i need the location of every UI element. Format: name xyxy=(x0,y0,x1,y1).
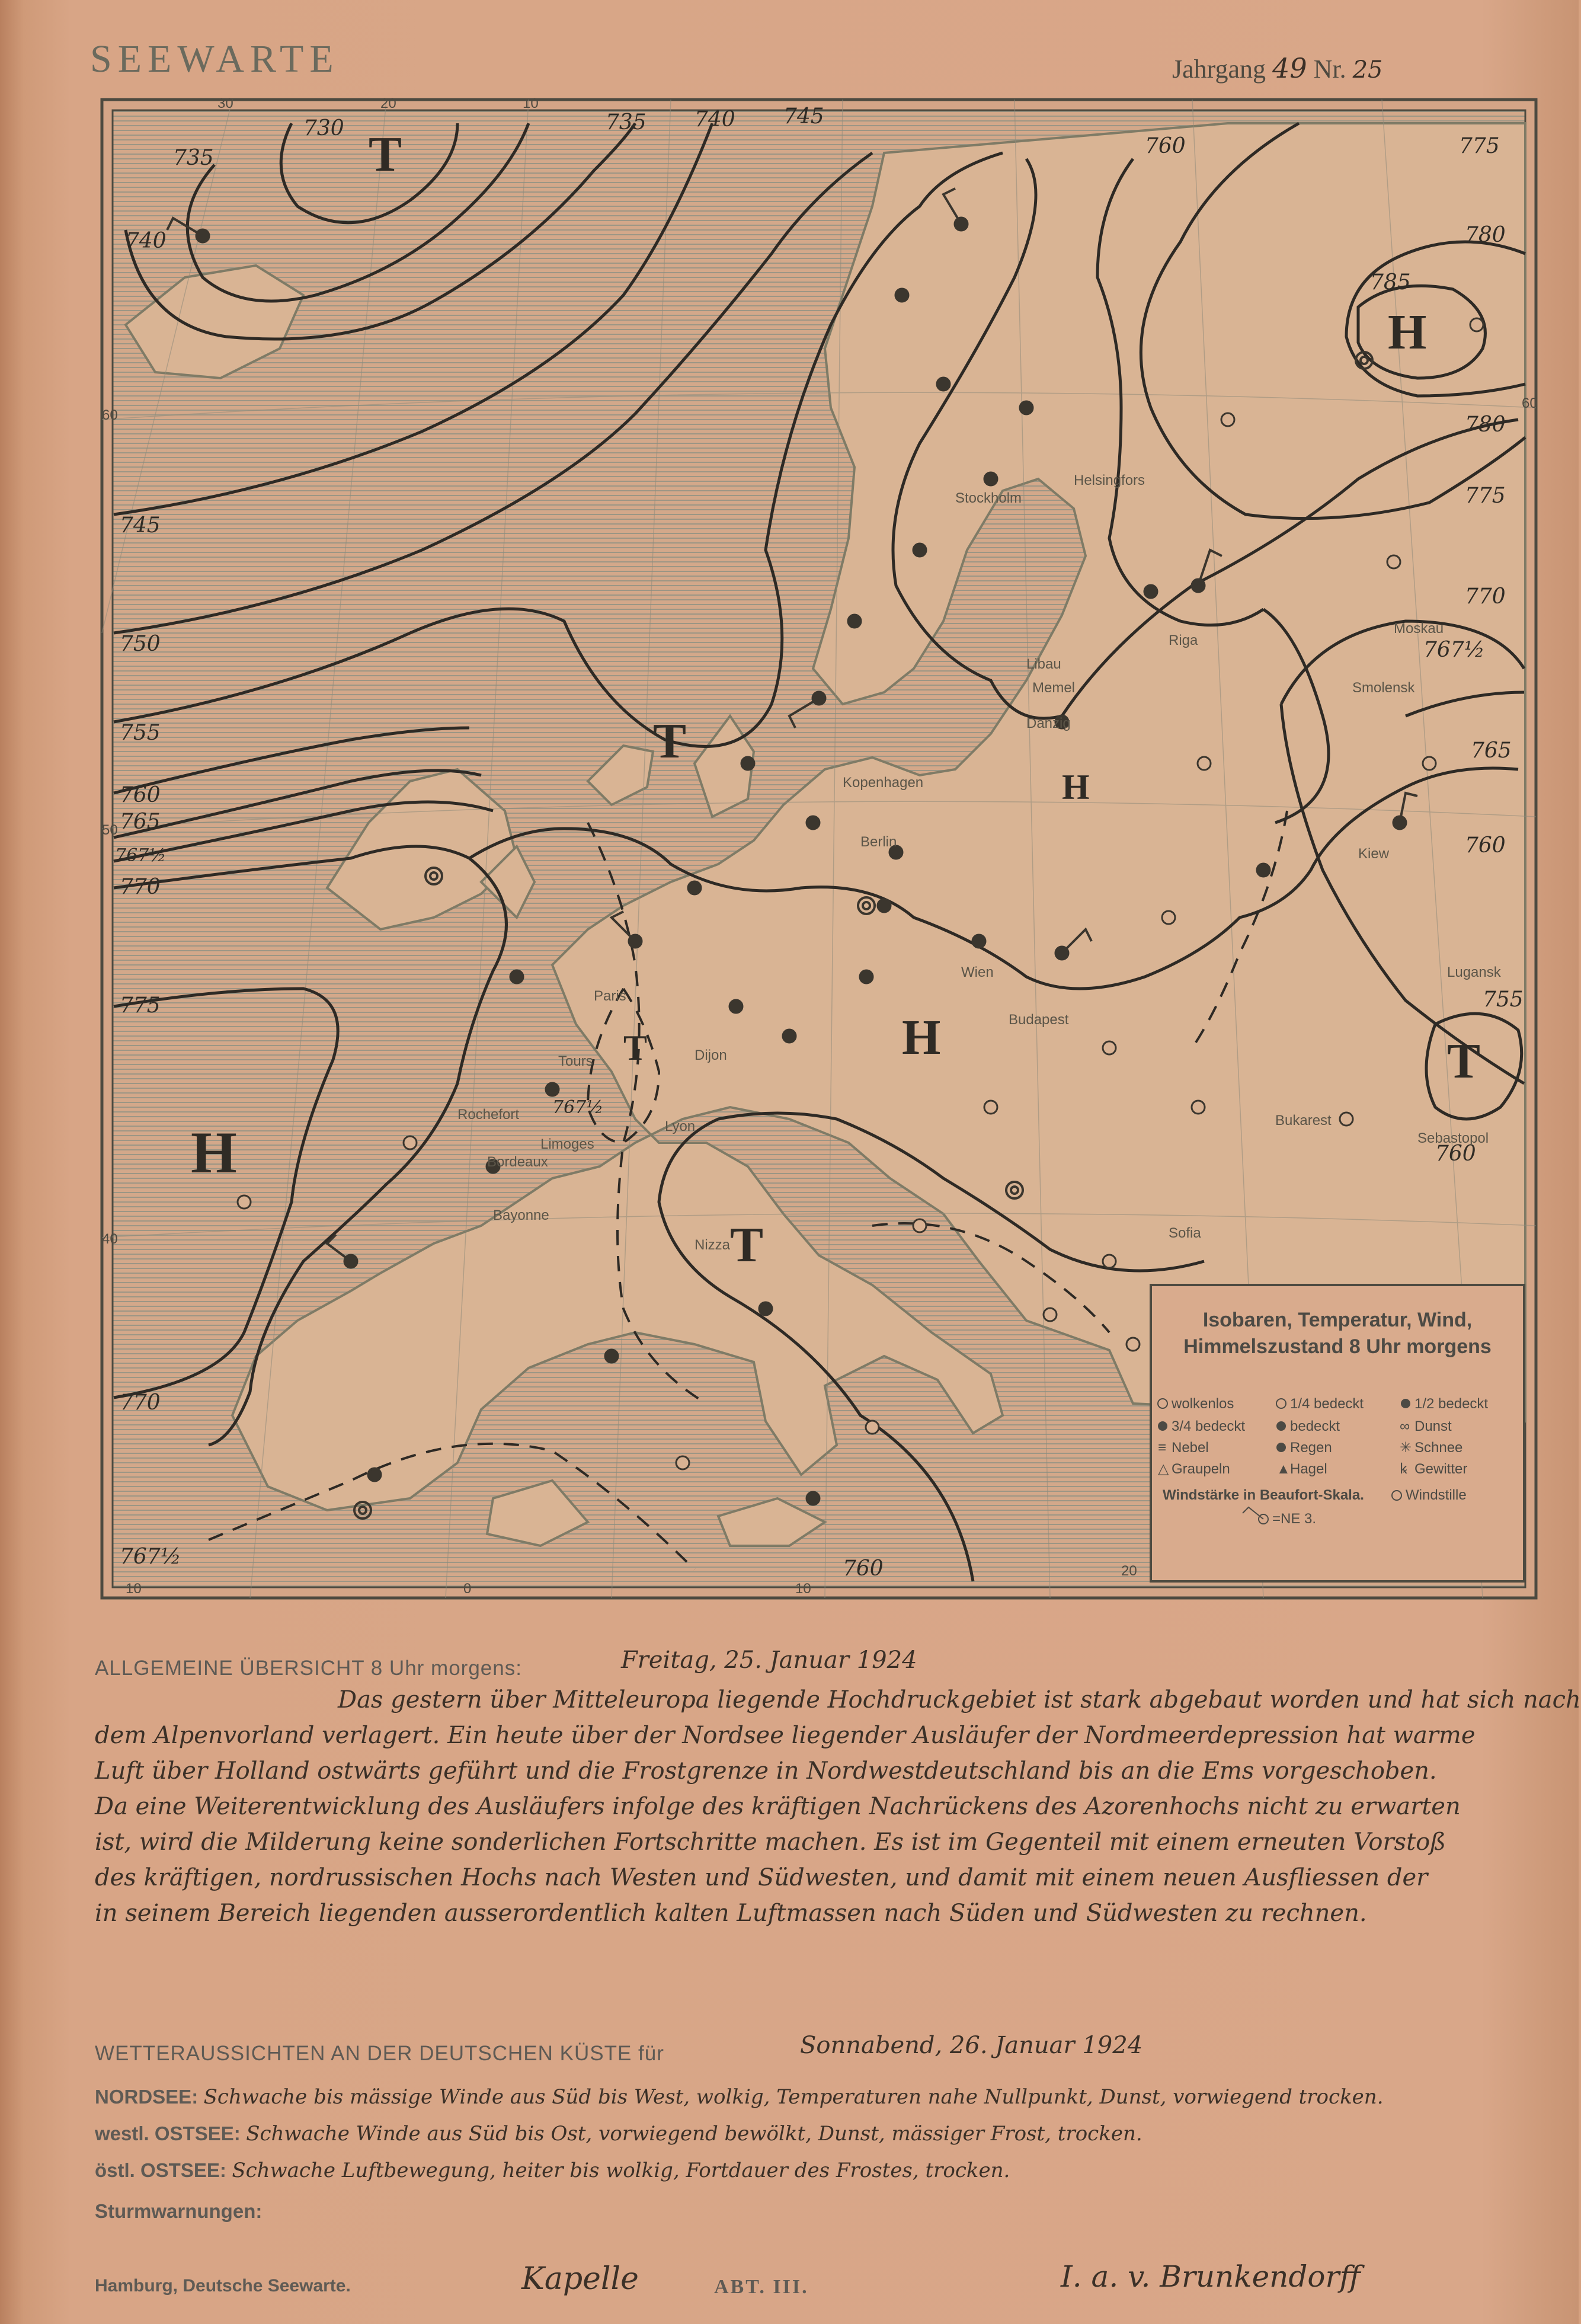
svg-text:✳: ✳ xyxy=(1400,1440,1412,1456)
isobar-label: 735 xyxy=(606,110,647,135)
isobar-label: 760 xyxy=(1145,134,1186,158)
isobar-label: 770 xyxy=(120,1390,161,1415)
station-marker xyxy=(1387,555,1400,568)
legend-item: Dunst xyxy=(1414,1418,1452,1434)
low-center-symbol: T xyxy=(1447,1034,1481,1089)
place-label: Rochefort xyxy=(457,1107,520,1123)
svg-text:≡: ≡ xyxy=(1158,1440,1167,1456)
low-center-symbol: T xyxy=(730,1217,764,1273)
isobar-label: 760 xyxy=(1465,833,1506,858)
station-marker xyxy=(783,1030,796,1043)
station-marker xyxy=(848,615,861,628)
station-marker xyxy=(1103,1255,1116,1268)
place-label: Helsingfors xyxy=(1074,472,1145,488)
isobar-label: 775 xyxy=(120,993,161,1018)
place-label: Bordeaux xyxy=(487,1154,548,1170)
isobar-label: 785 xyxy=(1370,270,1411,295)
isobar-label: 770 xyxy=(1465,584,1506,609)
isobar-label: 770 xyxy=(120,875,161,899)
legend-item: Hagel xyxy=(1290,1461,1327,1477)
overview-date: Freitag, 25. Januar 1924 xyxy=(621,1647,917,1674)
overview-line: dem Alpenvorland verlagert. Ein heute über der Nordsee liegender Ausläufer der Nordmeerdepression hat warme xyxy=(95,1722,1476,1749)
place-label: Smolensk xyxy=(1352,680,1415,696)
west-ostsee-text: Schwache Winde aus Süd bis Ost, vorwiegend bewölkt, Dunst, mässiger Frost, trocken. xyxy=(246,2122,1142,2146)
station-marker xyxy=(972,935,985,948)
station-marker xyxy=(238,1195,251,1209)
place-label: Nizza xyxy=(695,1237,731,1253)
place-label: Kopenhagen xyxy=(843,775,924,791)
place-label: Bukarest xyxy=(1275,1113,1332,1129)
isobar-label: 767½ xyxy=(552,1097,604,1118)
place-label: Budapest xyxy=(1009,1012,1069,1028)
svg-text:▲: ▲ xyxy=(1276,1461,1291,1477)
ost-ostsee-text: Schwache Luftbewegung, heiter bis wolkig, Fortdauer des Frostes, trocken. xyxy=(232,2159,1010,2182)
isobar-label: 760 xyxy=(1435,1142,1476,1166)
issue-number: 25 xyxy=(1352,56,1383,84)
station-marker xyxy=(510,970,523,983)
legend-item: Nebel xyxy=(1172,1440,1209,1456)
station-marker xyxy=(878,899,891,912)
station-marker xyxy=(913,544,926,557)
signature-1: Kapelle xyxy=(521,2261,639,2297)
place-label: Sofia xyxy=(1169,1225,1201,1241)
latitude-label: 60 xyxy=(102,407,118,423)
isobar-label: 767½ xyxy=(115,845,167,866)
legend-item: 1/2 bedeckt xyxy=(1414,1396,1489,1412)
longitude-label: 30 xyxy=(217,95,233,111)
low-center-symbol: T xyxy=(369,127,402,182)
nordsee-label: NORDSEE: xyxy=(95,2086,199,2108)
isobar-label: 765 xyxy=(1471,739,1512,763)
station-marker xyxy=(1126,1338,1140,1351)
station-marker xyxy=(1192,1101,1205,1114)
volume-label: Jahrgang xyxy=(1172,55,1266,84)
place-label: Memel xyxy=(1032,680,1076,696)
station-marker xyxy=(605,1350,618,1363)
overview-line: ist, wird die Milderung keine sonderlichen Fortschritte machen. Es ist im Gegenteil mit einem erneuten Vorstoß xyxy=(95,1828,1446,1856)
isobar-label: 755 xyxy=(120,721,161,745)
legend-item: Graupeln xyxy=(1172,1461,1230,1477)
high-center-symbol: H xyxy=(1388,305,1427,360)
place-label: Libau xyxy=(1026,656,1061,672)
place-label: Paris xyxy=(594,988,626,1004)
footer-place: Hamburg, Deutsche Seewarte. xyxy=(95,2276,351,2296)
station-marker xyxy=(1103,1041,1116,1054)
station-marker xyxy=(1020,401,1033,414)
isobar-label: 775 xyxy=(1465,484,1506,508)
overview-line: Luft über Holland ostwärts geführt und die Frostgrenze in Nordwestdeutschland bis an die Ems vorgeschoben. xyxy=(95,1757,1437,1785)
latitude-label: 50 xyxy=(102,822,118,838)
station-marker xyxy=(913,1219,926,1232)
isobar-label: 740 xyxy=(126,229,167,253)
legend-calm: Windstille xyxy=(1406,1487,1467,1503)
place-label: Moskau xyxy=(1394,621,1444,637)
station-marker xyxy=(688,881,701,894)
latitude-label: 60 xyxy=(1522,395,1538,411)
overview-text xyxy=(95,1682,1581,1931)
station-marker xyxy=(1340,1113,1353,1126)
place-label: Limoges xyxy=(540,1136,594,1152)
isobar-label: 735 xyxy=(173,146,214,170)
place-label: Stockholm xyxy=(955,490,1022,506)
place-label: Lugansk xyxy=(1447,964,1501,980)
station-marker xyxy=(741,757,754,770)
place-label: Tours xyxy=(558,1053,593,1069)
west-ostsee-label: westl. OSTSEE: xyxy=(95,2122,241,2144)
legend-item: 3/4 bedeckt xyxy=(1172,1418,1246,1434)
place-label: Danzig xyxy=(1026,715,1071,731)
station-marker xyxy=(806,1492,820,1505)
high-center-symbol: H xyxy=(191,1120,237,1185)
forecast-date: Sonnabend, 26. Januar 1924 xyxy=(800,2032,1143,2059)
station-marker xyxy=(984,472,997,485)
station-marker xyxy=(937,378,950,391)
place-label: Wien xyxy=(961,964,994,980)
station-marker xyxy=(1044,1308,1057,1321)
legend-beaufort: Windstärke in Beaufort-Skala. xyxy=(1163,1487,1364,1503)
place-label: Dijon xyxy=(695,1047,727,1063)
isobar-label: 780 xyxy=(1465,413,1506,437)
low-center-symbol: T xyxy=(653,714,687,769)
high-center-symbol: H xyxy=(902,1010,941,1065)
forecast-label: WETTERAUSSICHTEN AN DER DEUTSCHEN KÜSTE für xyxy=(95,2042,664,2065)
station-marker xyxy=(676,1456,689,1469)
svg-text:ꝃ: ꝃ xyxy=(1400,1461,1407,1477)
overview-line: des kräftigen, nordrussischen Hochs nach Westen und Südwesten, und damit mit einem neuen Ausfliessen der xyxy=(95,1864,1428,1891)
publication-title: SEEWARTE xyxy=(90,37,340,81)
station-marker xyxy=(368,1468,381,1481)
overview-label: ALLGEMEINE ÜBERSICHT 8 Uhr morgens: xyxy=(95,1657,522,1680)
latitude-label: 40 xyxy=(102,1231,118,1247)
ost-ostsee-label: östl. OSTSEE: xyxy=(95,2159,226,2181)
station-marker xyxy=(1423,757,1436,770)
place-label: Berlin xyxy=(860,834,897,850)
place-label: Lyon xyxy=(665,1118,696,1134)
isobar-label: 767½ xyxy=(1423,638,1485,662)
nordsee-text: Schwache bis mässige Winde aus Süd bis West, wolkig, Temperaturen nahe Nullpunkt, Dunst, vorwiegend trocken. xyxy=(203,2085,1384,2109)
place-label: Bayonne xyxy=(493,1207,549,1223)
station-marker xyxy=(1198,757,1211,770)
place-label: Riga xyxy=(1169,632,1198,648)
isobar-label: 745 xyxy=(783,104,824,129)
station-marker xyxy=(404,1136,417,1149)
overview-line: in seinem Bereich liegenden ausserordentlich kalten Luftmassen nach Süden und Südwesten zu rechnen. xyxy=(95,1900,1367,1927)
station-marker xyxy=(895,289,908,302)
legend-title-line2: Himmelszustand 8 Uhr morgens xyxy=(1183,1335,1492,1358)
isobar-label: 750 xyxy=(120,632,161,656)
station-marker xyxy=(1144,585,1157,598)
station-marker xyxy=(866,1421,879,1434)
isobar-label: 765 xyxy=(120,810,161,834)
legend-title: Isobaren, Temperatur, Wind, xyxy=(1202,1309,1473,1331)
isobar-label: 767½ xyxy=(120,1545,181,1569)
station-marker xyxy=(806,816,820,829)
longitude-label: 20 xyxy=(380,95,396,111)
signature-2: I. a. v. Brunkendorff xyxy=(1061,2259,1361,2294)
isobar-label: 760 xyxy=(843,1556,884,1581)
station-marker xyxy=(984,1101,997,1114)
volume-number: 49 xyxy=(1272,52,1307,84)
place-label: Kiew xyxy=(1358,846,1390,862)
longitude-label: 20 xyxy=(1121,1563,1137,1579)
isobar-label: 760 xyxy=(120,783,161,807)
weather-map xyxy=(102,95,1538,1598)
legend-item: bedeckt xyxy=(1290,1418,1340,1434)
high-center-symbol: H xyxy=(1062,768,1090,807)
isobar-label: 780 xyxy=(1465,223,1506,247)
isobar-label: 755 xyxy=(1483,987,1524,1012)
legend-item: wolkenlos xyxy=(1172,1396,1234,1412)
number-label: Nr. xyxy=(1313,55,1346,84)
isobar-label: 730 xyxy=(303,116,344,140)
legend-item: Regen xyxy=(1290,1440,1332,1456)
isobar-label: 775 xyxy=(1459,134,1500,158)
longitude-label: 10 xyxy=(795,1581,811,1597)
legend-item: Gewitter xyxy=(1414,1461,1468,1477)
forecast-west-ostsee xyxy=(95,2122,1142,2146)
overview-line: Das gestern über Mitteleuropa liegende Hochdruckgebiet ist stark abgebaut worden und hat sich nach xyxy=(338,1686,1581,1714)
legend-item: Schnee xyxy=(1414,1440,1463,1456)
legend xyxy=(1151,1285,1524,1581)
issue-info xyxy=(1172,52,1383,84)
legend-item: 1/4 bedeckt xyxy=(1290,1396,1364,1412)
station-marker xyxy=(759,1302,772,1315)
overview-line: Da eine Weiterentwicklung des Ausläufers infolge des kräftigen Nachrückens des Azorenhochs nicht zu erwarten xyxy=(95,1793,1461,1820)
low-center-symbol: T xyxy=(623,1028,648,1067)
longitude-label: 10 xyxy=(523,95,539,111)
station-marker xyxy=(1162,911,1175,924)
storm-warnings-label: Sturmwarnungen: xyxy=(95,2200,263,2222)
legend-example: =NE 3. xyxy=(1272,1511,1317,1527)
station-marker xyxy=(1257,864,1270,877)
svg-text:△: △ xyxy=(1158,1461,1169,1477)
longitude-label: 0 xyxy=(463,1581,472,1597)
isobar-label: 745 xyxy=(120,513,161,538)
svg-text:∞: ∞ xyxy=(1400,1418,1410,1434)
place-label: Sebastopol xyxy=(1417,1130,1489,1146)
department-label: ABT. III. xyxy=(714,2276,809,2298)
station-marker xyxy=(860,970,873,983)
station-marker xyxy=(546,1083,559,1096)
forecast-nordsee xyxy=(95,2085,1384,2109)
forecast-ost-ostsee xyxy=(95,2159,1010,2182)
station-marker xyxy=(729,1000,743,1013)
isobar-label: 740 xyxy=(695,107,735,132)
station-marker xyxy=(1470,318,1483,331)
station-marker xyxy=(1221,413,1234,426)
longitude-label: 10 xyxy=(126,1581,142,1597)
